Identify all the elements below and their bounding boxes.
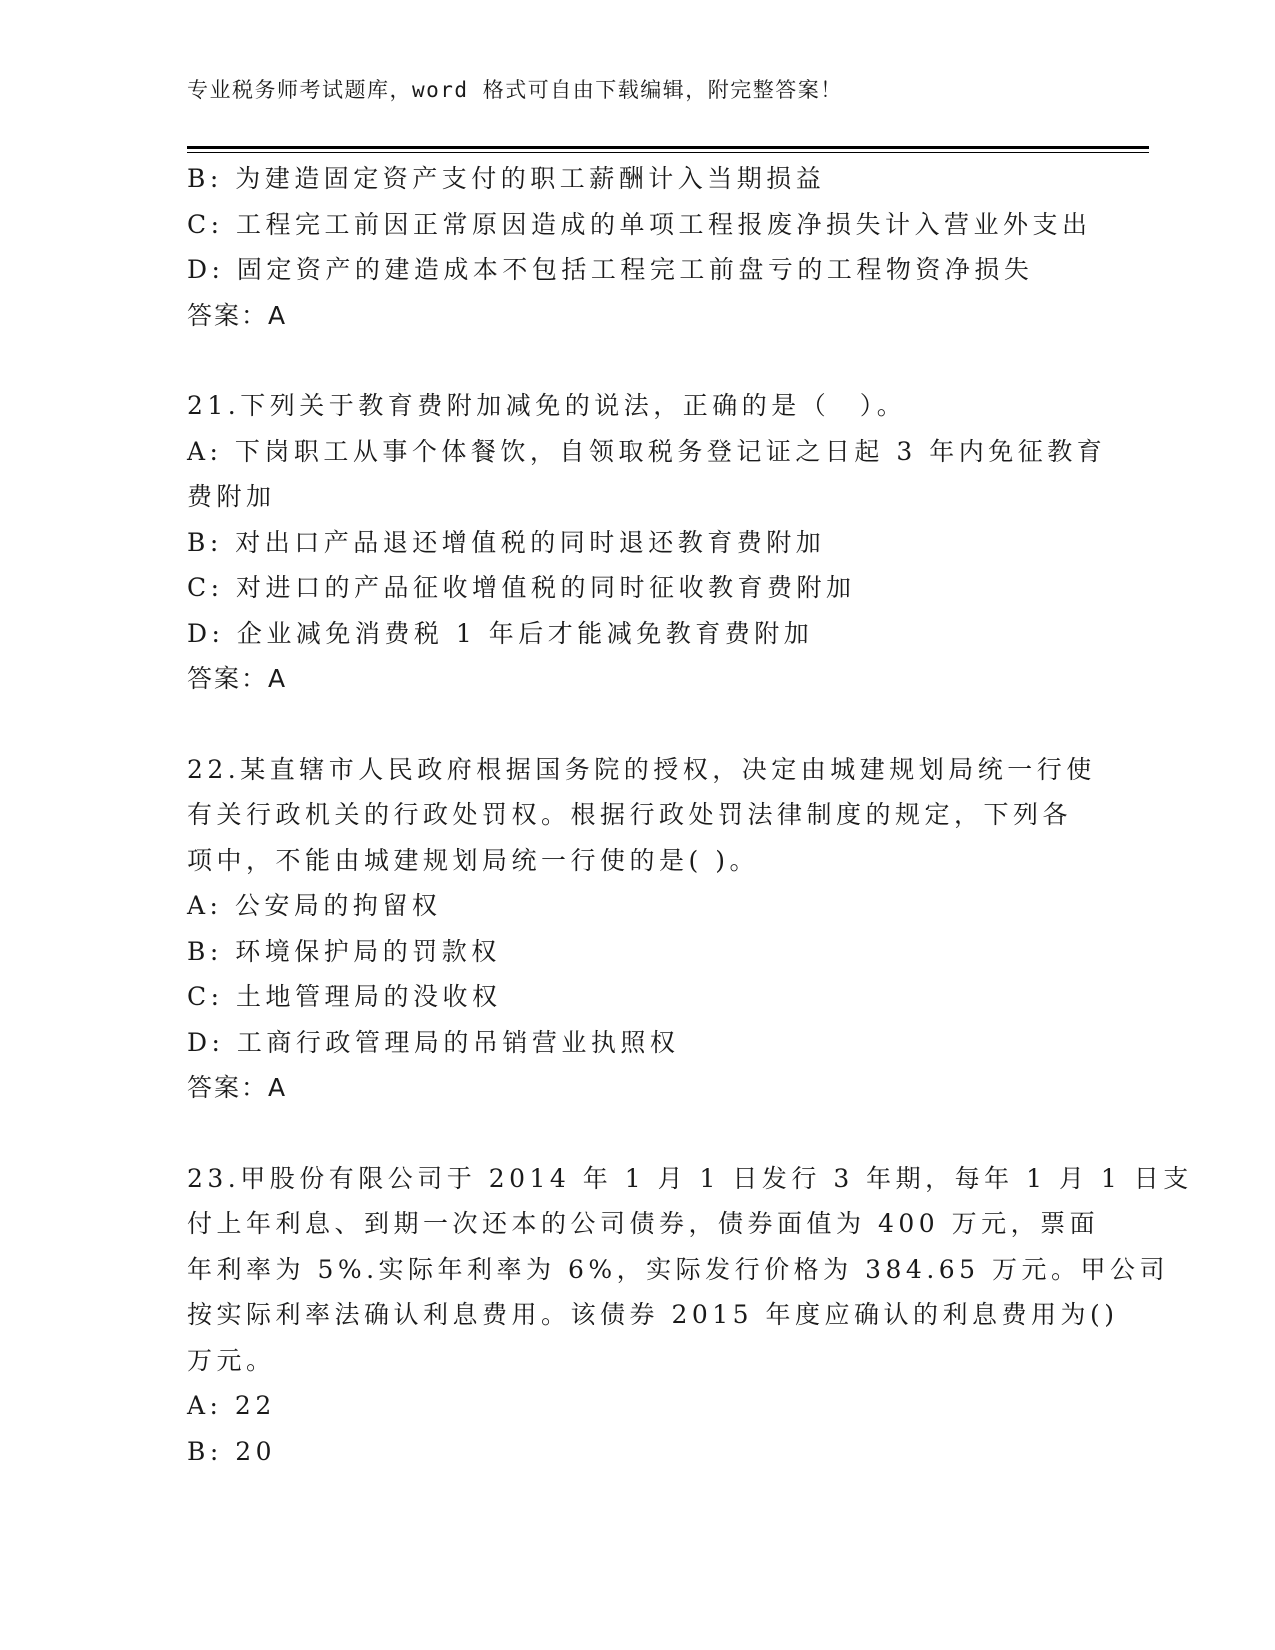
option-a: A: 22 xyxy=(187,1391,276,1420)
question-block-21 xyxy=(187,383,1107,702)
answer-label: 答案：A xyxy=(187,1073,288,1102)
question-stem: 年利率为 5%.实际年利率为 6%，实际发行价格为 384.65 万元。甲公司 xyxy=(187,1254,1170,1284)
option-c: C: 对进口的产品征收增值税的同时征收教育费附加 xyxy=(187,573,856,602)
document-body xyxy=(187,156,1193,1474)
question-stem: 项中，不能由城建规划局统一行使的是( )。 xyxy=(187,845,759,875)
option-d: D: 固定资产的建造成本不包括工程完工前盘亏的工程物资净损失 xyxy=(187,255,1034,284)
question-block-23 xyxy=(187,1156,1193,1475)
option-d: D: 工商行政管理局的吊销营业执照权 xyxy=(187,1027,680,1057)
option-b: B: 为建造固定资产支付的职工薪酬计入当期损益 xyxy=(187,164,826,193)
page-header: 专业税务师考试题库，word 格式可自由下载编辑，附完整答案！ xyxy=(187,78,843,102)
question-stem: 付上年利息、到期一次还本的公司债券，债券面值为 400 万元，票面 xyxy=(187,1209,1100,1238)
question-stem: 万元。 xyxy=(187,1345,276,1375)
option-c: C: 工程完工前因正常原因造成的单项工程报废净损失计入营业外支出 xyxy=(187,209,1092,239)
answer-label: 答案：A xyxy=(187,300,288,330)
question-block-22 xyxy=(187,747,1096,1111)
option-a-continued: 费附加 xyxy=(187,482,276,511)
option-d: D: 企业减免消费税 1 年后才能减免教育费附加 xyxy=(187,618,814,648)
option-b: B: 20 xyxy=(187,1436,277,1466)
question-stem: 23.甲股份有限公司于 2014 年 1 月 1 日发行 3 年期，每年 1 月 1 日支 xyxy=(187,1163,1193,1193)
question-block-prev xyxy=(187,156,1092,338)
option-a: A: 下岗职工从事个体餐饮，自领取税务登记证之日起 3 年内免征教育 xyxy=(187,436,1107,466)
option-b: B: 环境保护局的罚款权 xyxy=(187,936,501,966)
option-a: A: 公安局的拘留权 xyxy=(187,891,442,920)
header-rule-thin xyxy=(187,152,1149,153)
option-b: B: 对出口产品退还增值税的同时退还教育费附加 xyxy=(187,527,826,557)
option-c: C: 土地管理局的没收权 xyxy=(187,982,502,1011)
question-stem: 按实际利率法确认利息费用。该债券 2015 年度应确认的利息费用为() xyxy=(187,1300,1119,1329)
question-stem: 21.下列关于教育费附加减免的说法，正确的是（ ）。 xyxy=(187,391,907,420)
header-rule-thick xyxy=(187,146,1149,149)
question-stem: 22.某直辖市人民政府根据国务院的授权，决定由城建规划局统一行使 xyxy=(187,754,1096,784)
answer-label: 答案：A xyxy=(187,664,288,693)
question-stem: 有关行政机关的行政处罚权。根据行政处罚法律制度的规定，下列各 xyxy=(187,800,1073,829)
